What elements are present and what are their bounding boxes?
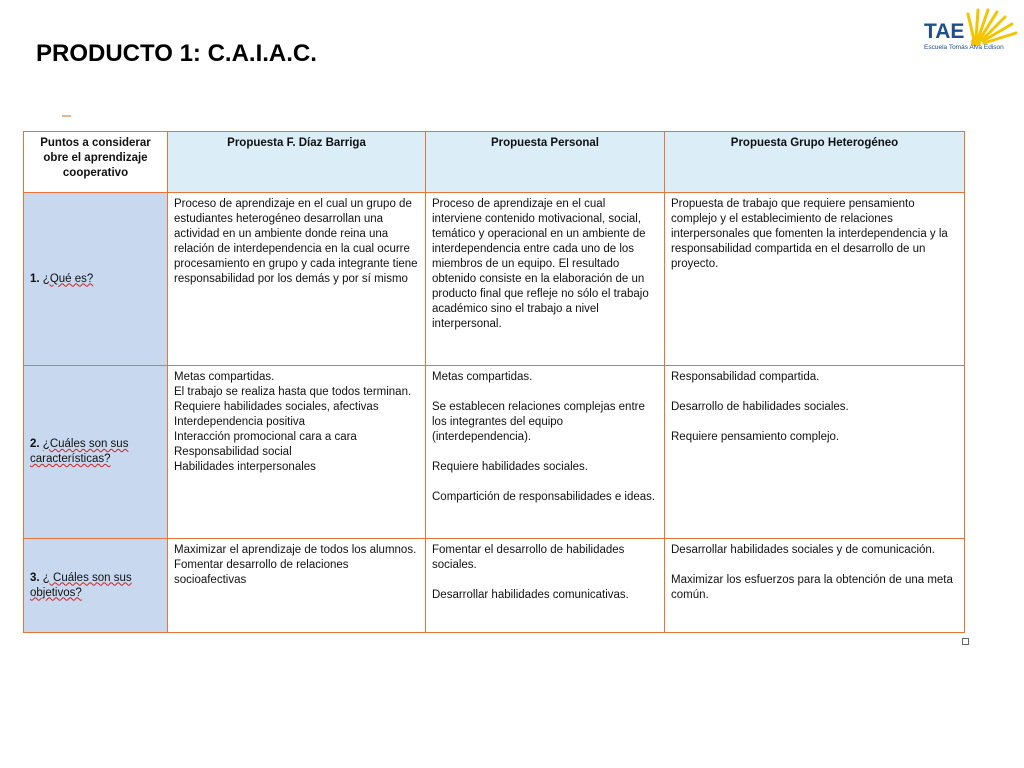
page-title: PRODUCTO 1: C.A.I.A.C. (36, 40, 317, 67)
table-cell: Proceso de aprendizaje en el cual un grupo de estudiantes heterogéneo desarrollan una actividad en un ambiente donde reina una relación de interdependencia en la cual ocurre procesamiento en grupo y cada integrante tiene responsabilidad por los demás y por sí mismo (168, 193, 426, 366)
header-points: Puntos a considerar obre el aprendizaje cooperativo (24, 132, 168, 193)
table-row (24, 193, 965, 366)
row-number: 3. (30, 571, 40, 584)
header-personal: Propuesta Personal (426, 132, 665, 193)
row-label (24, 366, 168, 539)
table-row (24, 366, 965, 539)
decorative-dash (62, 115, 71, 117)
table-cell: Proceso de aprendizaje en el cual interviene contenido motivacional, social, temático y operacional en un ambiente de interdependencia entre cada uno de los miembros de un equipo. El resultado obtenido consiste en la elaboración de un producto final que refleje no sólo el trabajo académico sino el trabajo a nivel interpersonal. (426, 193, 665, 366)
table-cell: Fomentar el desarrollo de habilidades sociales. Desarrollar habilidades comunicativas. (426, 539, 665, 633)
header-diaz-barriga: Propuesta F. Díaz Barriga (168, 132, 426, 193)
table-row (24, 539, 965, 633)
row-question: ¿ Cuáles son sus objetivos? (30, 571, 132, 599)
table-header-row (24, 132, 965, 193)
school-logo (924, 6, 1020, 52)
table-cell: Responsabilidad compartida. Desarrollo de habilidades sociales. Requiere pensamiento complejo. (665, 366, 965, 539)
row-label (24, 193, 168, 366)
row-number: 2. (30, 438, 40, 450)
header-grupo: Propuesta Grupo Heterogéneo (665, 132, 965, 193)
row-label (24, 539, 168, 633)
table-cell: Maximizar el aprendizaje de todos los alumnos. Fomentar desarrollo de relaciones socioafectivas (168, 539, 426, 633)
logo-name: TAE (924, 20, 965, 43)
table-cell: Propuesta de trabajo que requiere pensamiento complejo y el establecimiento de relaciones interpersonales que fomenten la interdependencia y la responsabilidad compartida en el desarrollo de un proyecto. (665, 193, 965, 366)
comparison-table (23, 131, 965, 633)
row-question: ¿Qué es? (42, 272, 94, 285)
logo-subtitle: Escuela Tomás Alva Edison (924, 44, 1004, 51)
table-cell: Desarrollar habilidades sociales y de comunicación. Maximizar los esfuerzos para la obtención de una meta común. (665, 539, 965, 633)
resize-handle[interactable] (962, 638, 969, 645)
sun-icon (964, 6, 1020, 46)
row-question: ¿Cuáles son sus características? (30, 438, 129, 465)
row-number: 1. (30, 272, 40, 285)
table-cell: Metas compartidas. El trabajo se realiza hasta que todos terminan. Requiere habilidades sociales, afectivas Interdependencia positiva Interacción promocional cara a cara Responsabilidad social Habilidades interpersonales (168, 366, 426, 539)
table-cell: Metas compartidas. Se establecen relaciones complejas entre los integrantes del equipo (interdependencia). Requiere habilidades sociales. Compartición de responsabilidades e ideas. (426, 366, 665, 539)
